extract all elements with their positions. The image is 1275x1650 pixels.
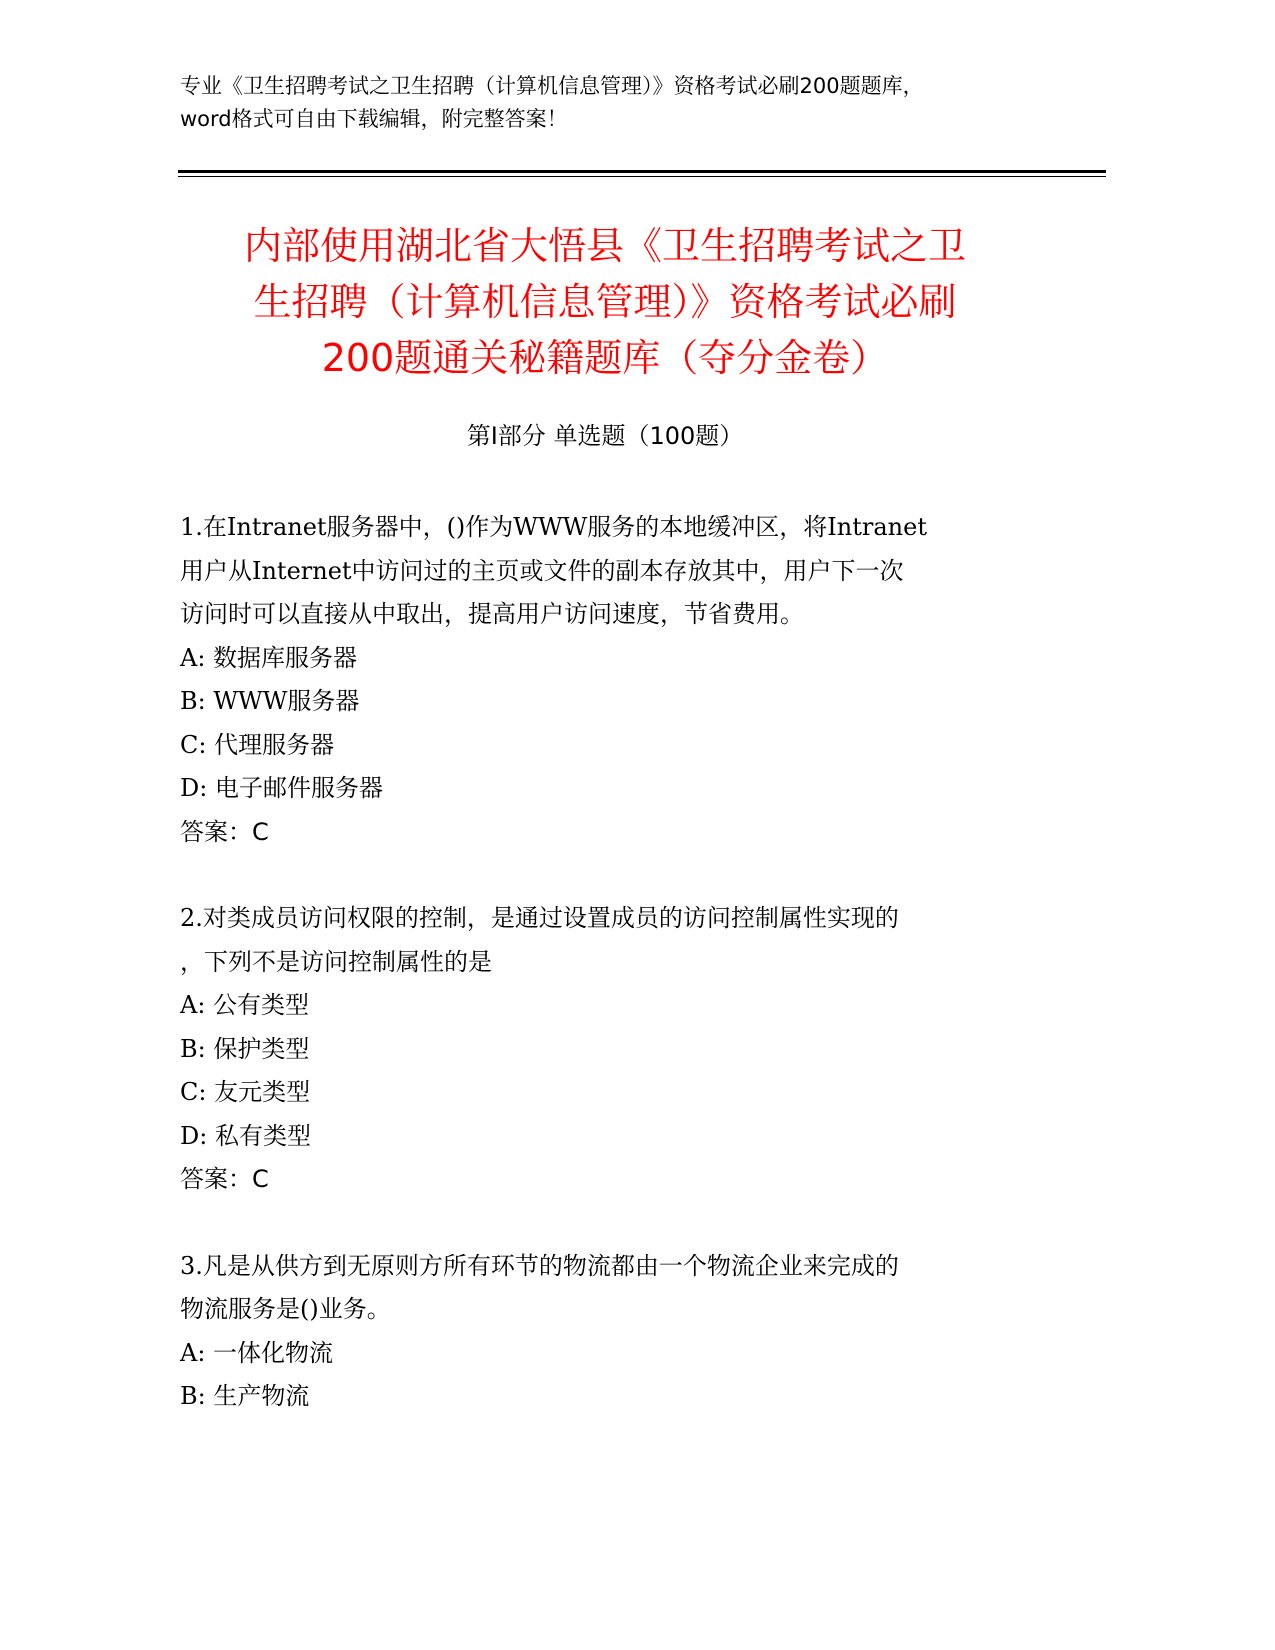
document-title-line-2: 生招聘（计算机信息管理）》资格考试必刷	[253, 280, 957, 324]
question-3	[180, 1245, 1080, 1419]
header-note-line-2: word格式可自由下载编辑，附完整答案！	[180, 107, 568, 131]
document-title-line-1: 内部使用湖北省大悟县《卫生招聘考试之卫	[243, 224, 966, 268]
option-d: D: 电子邮件服务器	[180, 774, 383, 802]
question-text: 2.对类成员访问权限的控制，是通过设置成员的访问控制属性实现的	[180, 904, 899, 932]
option-a: A: 一体化物流	[180, 1338, 334, 1367]
option-c: C: 友元类型	[180, 1078, 311, 1106]
option-c: C: 代理服务器	[180, 730, 335, 759]
header-note-line-1: 专业《卫生招聘考试之卫生招聘（计算机信息管理）》资格考试必刷200题题库，	[180, 74, 924, 98]
document-title	[160, 218, 1050, 386]
question-2	[180, 897, 1080, 1202]
header-rule-thin	[178, 176, 1106, 177]
question-text: ，下列不是访问控制属性的是	[180, 947, 492, 976]
option-a: A: 公有类型	[180, 991, 310, 1019]
answer: 答案：C	[180, 1165, 269, 1193]
question-text: 用户从Internet中访问过的主页或文件的副本存放其中，用户下一次	[180, 556, 904, 585]
question-text: 3.凡是从供方到无原则方所有环节的物流都由一个物流企业来完成的	[180, 1251, 899, 1280]
header-note	[180, 70, 1110, 136]
option-b: B: WWW服务器	[180, 687, 360, 715]
section-title: 第Ⅰ部分 单选题（100题）	[466, 422, 744, 450]
option-d: D: 私有类型	[180, 1121, 311, 1150]
question-1	[180, 506, 1080, 854]
question-text: 访问时可以直接从中取出，提高用户访问速度，节省费用。	[180, 600, 804, 628]
header-rule-thick	[178, 170, 1106, 173]
option-b: B: 保护类型	[180, 1034, 310, 1063]
answer: 答案：C	[180, 817, 269, 846]
document-title-line-3: 200题通关秘籍题库（夺分金卷）	[321, 336, 889, 380]
question-text: 1.在Intranet服务器中，()作为WWW服务的本地缓冲区，将Intranet	[180, 513, 927, 541]
question-text: 物流服务是()业务。	[180, 1295, 391, 1323]
question-list	[180, 506, 1080, 1462]
option-a: A: 数据库服务器	[180, 643, 358, 672]
option-b: B: 生产物流	[180, 1382, 310, 1410]
